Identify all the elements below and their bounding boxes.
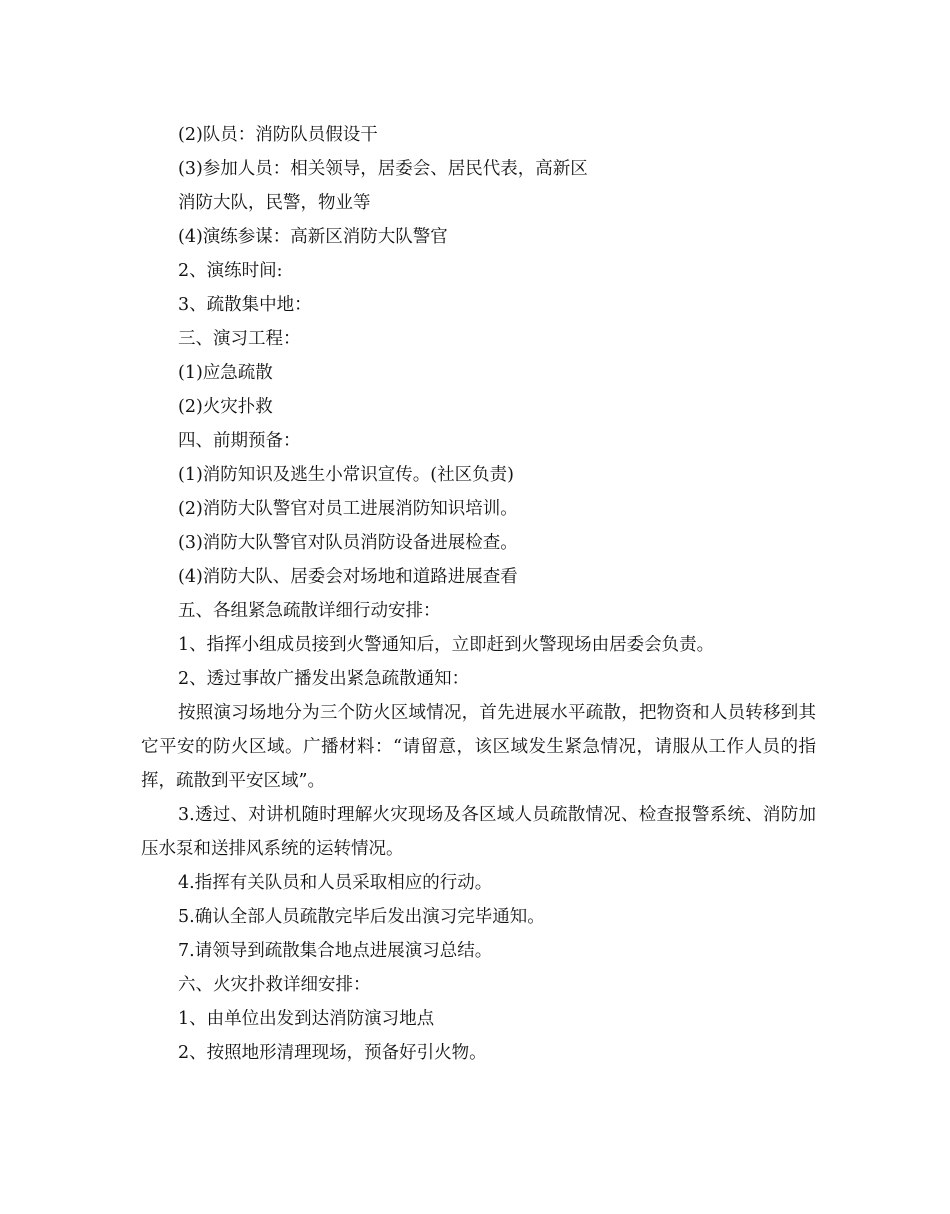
- section-heading: 六、火灾扑救详细安排：: [178, 975, 371, 995]
- text-line: 2、按照地形清理现场，预备好引火物。: [178, 1043, 487, 1063]
- section-heading: 三、演习工程：: [178, 329, 301, 349]
- text-line: 1、由单位出发到达消防演习地点: [178, 1009, 435, 1029]
- section-heading: 五、各组紧急疏散详细行动安排：: [178, 601, 441, 621]
- text-line: (1)应急疏散: [178, 363, 273, 383]
- text-line: 1、指挥小组成员接到火警通知后，立即赶到火警现场由居委会负责。: [178, 635, 715, 655]
- section-heading: 四、前期预备：: [178, 431, 301, 451]
- text-line: 消防大队，民警，物业等: [178, 193, 371, 213]
- text-line: (3)参加人员：相关领导，居委会、居民代表，高新区: [178, 159, 588, 179]
- text-line: (2)队员：消防队员假设干: [178, 125, 378, 145]
- paragraph-intercom: 3.透过、对讲机随时理解火灾现场及各区域人员疏散情况、检查报警系统、消防加压水泵和送排风系统的运转情况。: [141, 805, 816, 859]
- text-line: 4.指挥有关队员和人员采取相应的行动。: [178, 873, 493, 893]
- text-line: 2、透过事故广播发出紧急疏散通知：: [178, 669, 470, 689]
- text-line: 7.请领导到疏散集合地点进展演习总结。: [178, 941, 493, 961]
- text-line: 2、演练时间:: [178, 261, 283, 281]
- text-line: (2)火灾扑救: [178, 397, 273, 417]
- paragraph-evacuation: 按照演习场地分为三个防火区域情况，首先进展水平疏散，把物资和人员转移到其它平安的防火区域。广播材料：“请留意，该区域发生紧急情况，请服从工作人员的指挥，疏散到平安区域”。: [141, 703, 816, 791]
- text-line: 3、疏散集中地：: [178, 295, 312, 315]
- text-line: (4)消防大队、居委会对场地和道路进展查看: [178, 567, 518, 587]
- text-line: 5.确认全部人员疏散完毕后发出演习完毕通知。: [178, 907, 545, 927]
- text-line: (4)演练参谋：高新区消防大队警官: [178, 227, 448, 247]
- document-body: [141, 118, 816, 1070]
- text-line: (2)消防大队警官对员工进展消防知识培训。: [178, 499, 518, 519]
- text-line: (1)消防知识及逃生小常识宣传。(社区负责): [178, 465, 514, 485]
- text-line: (3)消防大队警官对队员消防设备进展检查。: [178, 533, 518, 553]
